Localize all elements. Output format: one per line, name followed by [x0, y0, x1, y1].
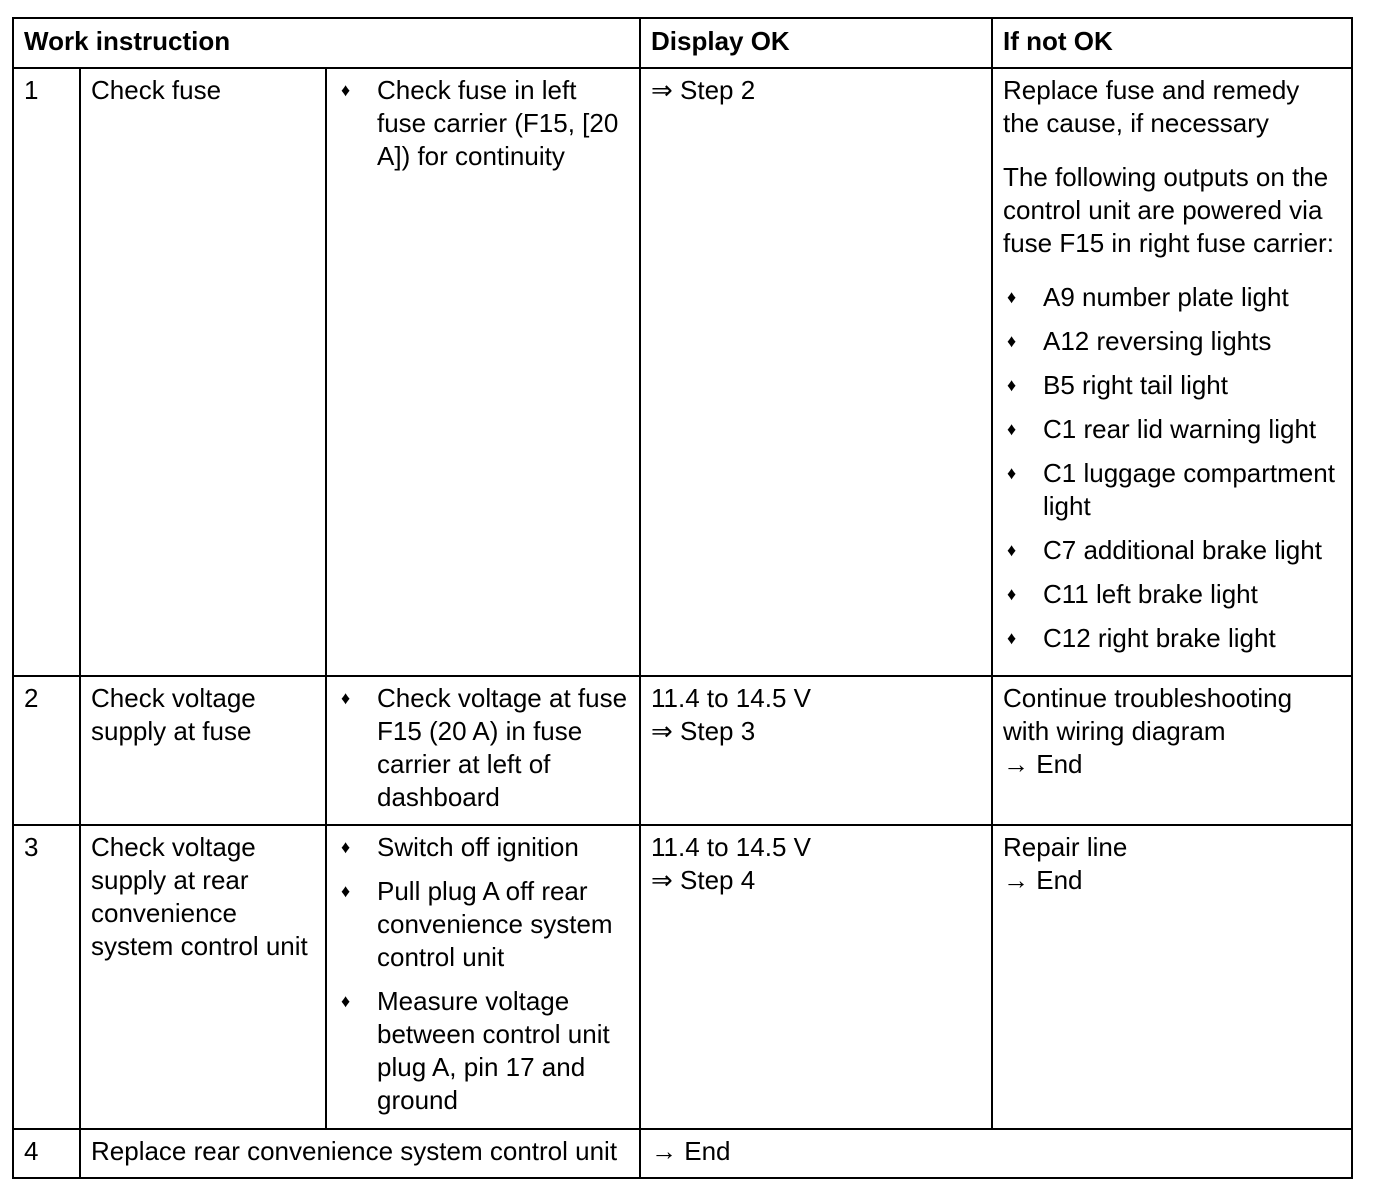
bullet-icon: ♦	[341, 991, 351, 1011]
step-number: 4	[13, 1129, 80, 1178]
step-title: Replace rear convenience system control unit	[80, 1129, 640, 1178]
output-item: ♦ B5 right tail light	[1007, 370, 1228, 400]
action-item	[337, 831, 629, 864]
if-not-ok-line: → End	[1003, 749, 1083, 779]
table-row	[13, 676, 1352, 825]
bullet-icon: ♦	[1007, 628, 1017, 648]
remedy-paragraph: Replace fuse and remedy the cause, if necessary	[1003, 75, 1300, 138]
action-text: Check fuse in left fuse carrier (F15, [20 A]) for continuity	[377, 75, 619, 171]
display-ok-cell	[640, 676, 992, 825]
table-row	[13, 1129, 1352, 1178]
bullet-icon: ♦	[1007, 287, 1017, 307]
action-text: Check voltage at fuse F15 (20 A) in fuse carrier at left of dashboard	[377, 683, 628, 812]
header-work-instruction: Work instruction	[13, 18, 640, 68]
if-not-ok-line: Repair line	[1003, 832, 1128, 862]
table-row	[13, 68, 1352, 676]
display-ok-cell: → End	[640, 1129, 1352, 1178]
bullet-icon: ♦	[1007, 375, 1017, 395]
display-ok-line: ⇒ Step 4	[651, 865, 756, 895]
work-instruction-table	[12, 17, 1353, 1179]
action-text: Switch off ignition	[377, 832, 579, 862]
action-item	[337, 875, 629, 974]
output-item: ♦ C12 right brake light	[1007, 623, 1276, 653]
if-not-ok-cell	[992, 676, 1352, 825]
output-item: ♦ C1 rear lid warning light	[1007, 414, 1317, 444]
step-number: 2	[13, 676, 80, 825]
output-item: ♦ C7 additional brake light	[1007, 535, 1322, 565]
step-number: 3	[13, 825, 80, 1129]
step-title: Check fuse	[80, 68, 326, 676]
display-ok-line: 11.4 to 14.5 V	[651, 683, 811, 713]
action-text: Pull plug A off rear convenience system control unit	[377, 876, 613, 972]
step-number: 1	[13, 68, 80, 676]
output-item: ♦ A9 number plate light	[1007, 282, 1289, 312]
bullet-icon: ♦	[1007, 463, 1017, 483]
step-title: Check voltage supply at fuse	[80, 676, 326, 825]
step-actions	[326, 825, 640, 1129]
bullet-icon: ♦	[341, 881, 351, 901]
step-actions	[326, 68, 640, 676]
header-if-not-ok: If not OK	[992, 18, 1352, 68]
bullet-icon: ♦	[1007, 419, 1017, 439]
display-ok-cell	[640, 825, 992, 1129]
bullet-icon: ♦	[1007, 584, 1017, 604]
table-row	[13, 825, 1352, 1129]
bullet-icon: ♦	[1007, 540, 1017, 560]
outputs-list	[1003, 281, 1341, 655]
header-row	[13, 18, 1352, 68]
action-item	[337, 985, 629, 1117]
step-title: Check voltage supply at rear convenience system control unit	[80, 825, 326, 1129]
if-not-ok-cell	[992, 825, 1352, 1129]
display-ok-cell	[640, 68, 992, 676]
if-not-ok-line: Continue troubleshooting with wiring diagram	[1003, 683, 1293, 746]
display-ok-line: 11.4 to 14.5 V	[651, 832, 811, 862]
display-ok-line: ⇒ Step 2	[651, 75, 756, 105]
header-display-ok: Display OK	[640, 18, 992, 68]
step-actions	[326, 676, 640, 825]
output-item: ♦ A12 reversing lights	[1007, 326, 1272, 356]
if-not-ok-cell	[992, 68, 1352, 676]
display-ok-line: ⇒ Step 3	[651, 716, 756, 746]
output-item: ♦ C11 left brake light	[1007, 579, 1258, 609]
outputs-intro-paragraph: The following outputs on the control unit are powered via fuse F15 in right fuse carrier:	[1003, 162, 1334, 258]
bullet-icon: ♦	[341, 688, 351, 708]
bullet-icon: ♦	[341, 837, 351, 857]
if-not-ok-line: → End	[1003, 865, 1083, 895]
bullet-icon: ♦	[1007, 331, 1017, 351]
action-item	[337, 74, 629, 173]
bullet-icon: ♦	[341, 80, 351, 100]
action-text: Measure voltage between control unit plug A, pin 17 and ground	[377, 986, 610, 1115]
action-item	[337, 682, 629, 814]
output-item: ♦ C1 luggage compartment light	[1007, 458, 1335, 521]
